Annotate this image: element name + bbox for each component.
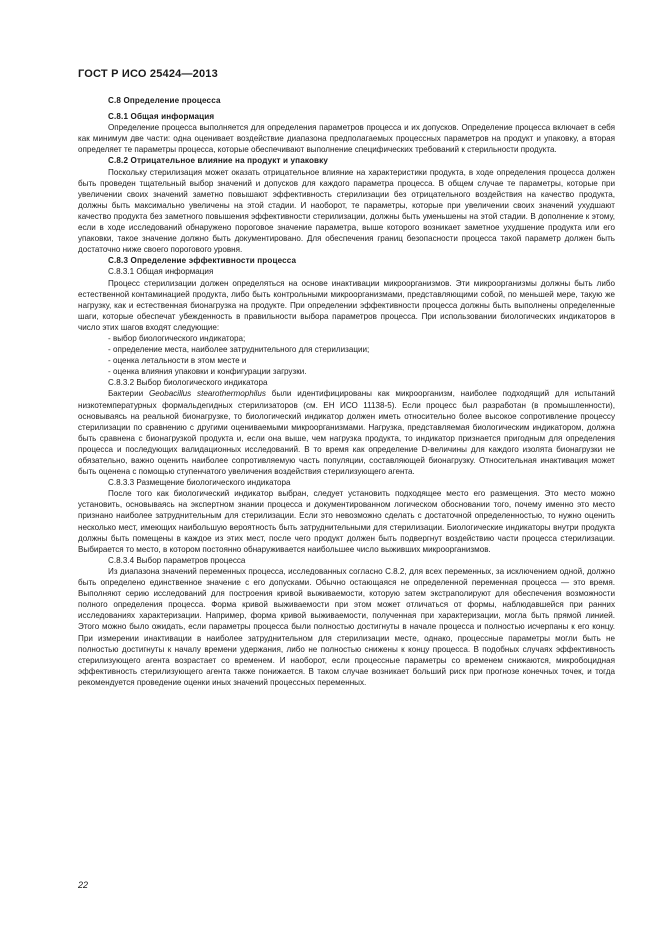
paragraph: Из диапазона значений переменных процесса, исследованных согласно С.8.2, для всех переменных, за исключением одной, должно быть определено единственное значение с его допусками. Обычно остающаяся не определенной переменная процесса — это время. Выполняют серию исследований для построения кривой выживаемости, которую затем экстраполируют для обеспечения возможности полного определения процесса. Форма кривой выживаемости при этом может отличаться от формы, наблюдавшейся при ранних исследованиях характеризации. Например, форма кривой выживаемости, полученная при характеризации, могла быть прямой линией. Этого можно было ожидать, если параметры процесса были полностью достигнуты в начале процесса и полностью исчерпаны к его концу. При измерении инактивации в наиболее затруднительном для стерилизации месте, однако, процессные параметры могли быть не полностью достигнуты к началу времени удержания, либо не полностью снижены к концу процесса. В подобных случаях эффективность стерилизующего агента возрастает со временем. И наоборот, если процессные параметры со временем снижаются, микробоцидная эффективность стерилизующего агента также понижается. В таком случае возникает больший риск при прогнозе конечных точек, и тогда рекомендуется проведение оценки иных значений процессных переменных. xyxy=(78,566,615,687)
subsection-heading: С.8.3.4 Выбор параметров процесса xyxy=(108,555,246,565)
section-heading: С.8.2 Отрицательное влияние на продукт и упаковку xyxy=(108,156,329,166)
page-number: 22 xyxy=(78,880,89,890)
list-item: - оценка влияния упаковки и конфигурации загрузки. xyxy=(108,367,307,377)
standard-header: ГОСТ Р ИСО 25424—2013 xyxy=(78,68,218,80)
subsection-heading: С.8.3.2 Выбор биологического индикатора xyxy=(108,378,268,388)
paragraph: После того как биологический индикатор выбран, следует установить подходящее место его размещения. Это место можно установить, основываясь на экспертном знании процесса и документированном логическом обосновании того, почему именно это место признано наиболее затруднительным для стерилизации. Если это невозможно сделать с достаточной определенностью, то нужно оценить несколько мест, имеющих наибольшую вероятность быть затруднительными для стерилизации. Биологические индикаторы внутри продукта должны быть помещены в каждое из этих мест, после чего продукт должен быть подвергнут воздействию части процесса стерилизации. Выбирается то место, в котором постоянно обнаруживается наибольшее число выживших микроорганизмов. xyxy=(78,489,615,554)
list-item: - выбор биологического индикатора; xyxy=(108,333,246,343)
paragraph: Определение процесса выполняется для определения параметров процесса и их допусков. Определение процесса включает в себя как минимум две части: одна оценивает воздействие диапазона предполагаемых процессных параметров на продукт и упаковку, а вторая определяет те параметры процесса, которые обеспечивают выполнение специфических требований к стерильности продукта. xyxy=(78,123,615,155)
paragraph: Поскольку стерилизация может оказать отрицательное влияние на характеристики продукта, в ходе определения процесса должен быть проведен тщательный выбор значений и допусков для каждого параметра процесса. В общем случае те параметры, которые при увеличении своих значений заметно повышают эффективность стерилизации без отрицательного воздействия на качество продукта, должны быть максимально увеличены на этой стадии. И наоборот, те параметры, которые при увеличении своих значений ухудшают качество продукта без заметного повышения эффективности стерилизации, должны быть уменьшены на этой стадии. В дополнение к этому, если в ходе исследований обнаружено пороговое значение параметра, выше которого возникает заметное ухудшение продукта или его упаковки, такое значение должно быть документировано. Для обеспечения границ безопасности процесса такой параметр должен быть достаточно ниже своего порогового уровня. xyxy=(78,167,615,255)
list-item: - определение места, наиболее затруднительного для стерилизации; xyxy=(108,345,370,355)
list-item: - оценка летальности в этом месте и xyxy=(108,356,247,366)
paragraph: Процесс стерилизации должен определяться на основе инактивации микроорганизмов. Эти микроорганизмы должны быть либо естественной контаминацией продукта, либо быть контрольными микроорганизмами, представляющими собой, по меньшей мере, такую же нагрузку, как и естественная бионагрузка на продукте. При определении эффективности процесса должны быть выполнены определенные шаги, которые обеспечат убежденность в правильности выбора параметров процесса. При использовании биологических индикаторов в число этих шагов входят следующие: xyxy=(78,278,615,332)
subsection-heading: С.8.3.1 Общая информация xyxy=(108,267,214,277)
section-heading: С.8.1 Общая информация xyxy=(108,112,215,122)
section-heading: С.8.3 Определение эффективности процесса xyxy=(108,256,297,266)
species-name: Geobacillus stearothermophilus xyxy=(148,389,266,399)
document-body xyxy=(78,95,615,688)
paragraph: Бактерии Geobacillus stearothermophilus были идентифицированы как микроорганизм, наиболее подходящий для испытаний низкотемпературных формальдегидных стерилизаторов (см. ЕН ИСО 11138-5). Если процесс был разработан (в промышленности), основываясь на реальной бионагрузке, то биологический индикатор должен иметь относительно более высокое сопротивление процессу стерилизации по сравнению с другими оцениваемыми микроорганизмами. Нагрузка, представляемая биологическим индикатором, должна быть сравнена с бионагрузкой продукта и, если она выше, чем нагрузка продукта, то индикатор признается пригодным для определения процесса и последующих валидационных исследований. В то время как определение D-величины для каждого изолята бионагрузки не обязательно, важно оценить наиболее сопротивляемую часть популяции, составляющей бионагрузку. Относительная инактивация может быть оценена с помощью ступенчатого увеличения воздействия стерилизующего агента. xyxy=(78,389,616,477)
subsection-heading: С.8.3.3 Размещение биологического индикатора xyxy=(108,478,291,488)
section-heading: С.8 Определение процесса xyxy=(108,96,221,105)
